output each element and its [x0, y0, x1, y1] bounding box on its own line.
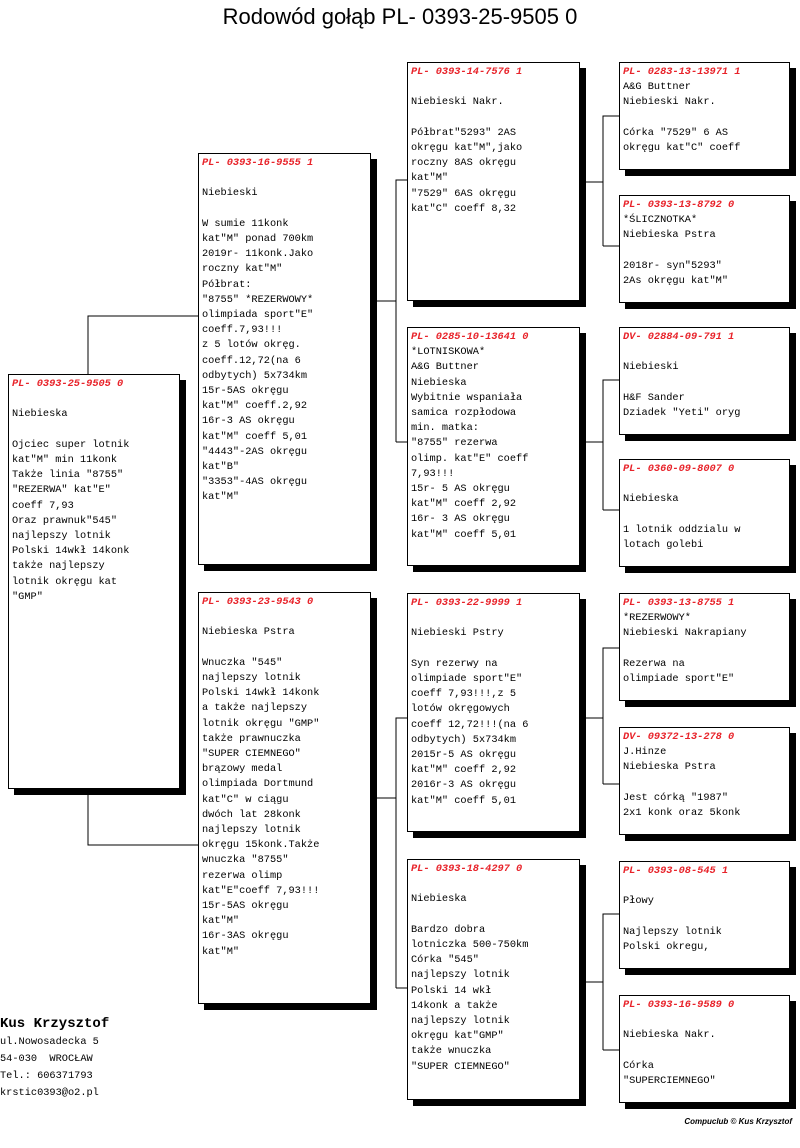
- owner-info: [0, 1014, 109, 1102]
- pigeon-description: Niebieska Ojciec super lotnik kat"M" min 11konk Także linia "8755" "REZERWA" kat"E" coeff 7,93 Oraz prawnuk"545" najlepszy lotnik Polski 14wkł 14konk także najlepszy lotnik okręgu kat "GMP": [12, 408, 130, 603]
- pigeon-card-dam: [198, 592, 371, 1004]
- pigeon-card-dss: [619, 593, 790, 701]
- ring-number: PL- 0393-13-8755 1: [623, 597, 735, 609]
- pigeon-description: *REZERWOWY* Niebieski Nakrapiany Rezerwa na olimpiade sport"E": [623, 612, 747, 686]
- pigeon-description: Niebieski W sumie 11konk kat"M" ponad 700km 2019r- 11konk.Jako roczny kat"M" Półbrat: "8755" *REZERWOWY* olimpiada sport"E" coeff.7,93!!! z 5 lotów okręg. coeff.12,72(na 6 odbytych) 5x734km 15r-5AS okręgu kat"M" coeff.2,92 16r-3 AS okręgu kat"M" coeff 5,01 "4443"-2AS okręgu kat"B" "3353"-4AS okręgu kat"M": [202, 187, 314, 504]
- ring-number: PL- 0393-22-9999 1: [411, 597, 523, 609]
- pigeon-card-sds: [619, 327, 790, 435]
- owner-phone: Tel.: 606371793: [0, 1070, 93, 1082]
- pigeon-description: Niebieski Nakr. Półbrat"5293" 2AS okręgu kat"M",jako roczny 8AS okręgu kat"M" "7529" 6AS okręgu kat"C" coeff 8,32: [411, 96, 523, 215]
- ring-number: PL- 0393-18-4297 0: [411, 863, 523, 875]
- footer-credit: Compuclub © Kus Krzysztof: [684, 1117, 792, 1126]
- pigeon-description: A&G Buttner Niebieski Nakr. Córka "7529" 6 AS okręgu kat"C" coeff: [623, 81, 741, 155]
- ring-number: PL- 0360-09-8007 0: [623, 463, 735, 475]
- pigeon-card-ssd: [619, 195, 790, 303]
- ring-number: PL- 0283-13-13971 1: [623, 66, 741, 78]
- pigeon-description: Niebieski H&F Sander Dziadek "Yeti" oryg: [623, 361, 741, 420]
- owner-street: ul.Nowosadecka 5: [0, 1036, 99, 1048]
- ring-number: PL- 0393-25-9505 0: [12, 378, 124, 390]
- pigeon-card-sdd: [619, 459, 790, 567]
- ring-number: PL- 0285-10-13641 0: [411, 331, 529, 343]
- ring-number: PL- 0393-23-9543 0: [202, 596, 314, 608]
- pigeon-card-ddd: [619, 995, 790, 1103]
- owner-name: Kus Krzysztof: [0, 1016, 110, 1032]
- pigeon-card-subject: [8, 374, 180, 789]
- pigeon-description: *ŚLICZNOTKA* Niebieska Pstra 2018r- syn"5293" 2As okręgu kat"M": [623, 214, 729, 288]
- pigeon-description: Niebieska Nakr. Córka "SUPERCIEMNEGO": [623, 1029, 716, 1088]
- pigeon-description: Płowy Najlepszy lotnik Polski okregu,: [623, 895, 722, 954]
- pigeon-card-dam-dam: [407, 859, 580, 1100]
- ring-number: DV- 02884-09-791 1: [623, 331, 735, 343]
- owner-city: 54-030 WROCŁAW: [0, 1053, 93, 1065]
- ring-number: DV- 09372-13-278 0: [623, 731, 735, 743]
- ring-number: PL- 0393-16-9589 0: [623, 999, 735, 1011]
- pigeon-description: Niebieska 1 lotnik oddzialu w lotach golebi: [623, 493, 741, 552]
- ring-number: PL- 0393-13-8792 0: [623, 199, 735, 211]
- pigeon-description: J.Hinze Niebieska Pstra Jest córką "1987" 2x1 konk oraz 5konk: [623, 746, 741, 820]
- pigeon-card-dam-sire: [407, 593, 580, 832]
- pigeon-card-sire-dam: [407, 327, 580, 566]
- pigeon-description: Niebieska Bardzo dobra lotniczka 500-750km Córka "545" najlepszy lotnik Polski 14 wkł 14konk a także najlepszy lotnik okręgu kat"GMP" także wnuczka "SUPER CIEMNEGO": [411, 893, 529, 1073]
- ring-number: PL- 0393-16-9555 1: [202, 157, 314, 169]
- ring-number: PL- 0393-14-7576 1: [411, 66, 523, 78]
- pigeon-description: Niebieski Pstry Syn rezerwy na olimpiade sport"E" coeff 7,93!!!,z 5 lotów okręgowych coeff 12,72!!!(na 6 odbytych) 5x734km 2015r-5 AS okręgu kat"M" coeff 2,92 2016r-3 AS okręgu kat"M" coeff 5,01: [411, 627, 529, 807]
- ring-number: PL- 0393-08-545 1: [623, 865, 729, 877]
- owner-email: krstic0393@o2.pl: [0, 1087, 99, 1099]
- pigeon-card-sire: [198, 153, 371, 565]
- page-title: Rodowód gołąb PL- 0393-25-9505 0: [222, 4, 578, 29]
- pigeon-card-sire-sire: [407, 62, 580, 301]
- pigeon-description: *LOTNISKOWA* A&G Buttner Niebieska Wybitnie wspaniała samica rozpłodowa min. matka: "8755" rezerwa olimp. kat"E" coeff 7,93!!! 15r- 5 AS okręgu kat"M" coeff 2,92 16r- 3 AS okręgu kat"M" coeff 5,01: [411, 346, 529, 541]
- pigeon-card-sss: [619, 62, 790, 170]
- pigeon-card-dds: [619, 861, 790, 969]
- pigeon-card-dsd: [619, 727, 790, 835]
- pigeon-description: Niebieska Pstra Wnuczka "545" najlepszy lotnik Polski 14wkł 14konk a także najlepszy lotnik okręgu "GMP" także prawnuczka "SUPER CIEMNEGO" brązowy medal olimpiada Dortmund kat"C" w ciągu dwóch lat 28konk najlepszy lotnik okręgu 15konk.Także wnuczka "8755" rezerwa olimp kat"E"coeff 7,93!!! 15r-5AS okręgu kat"M" 16r-3AS okręgu kat"M": [202, 626, 320, 958]
